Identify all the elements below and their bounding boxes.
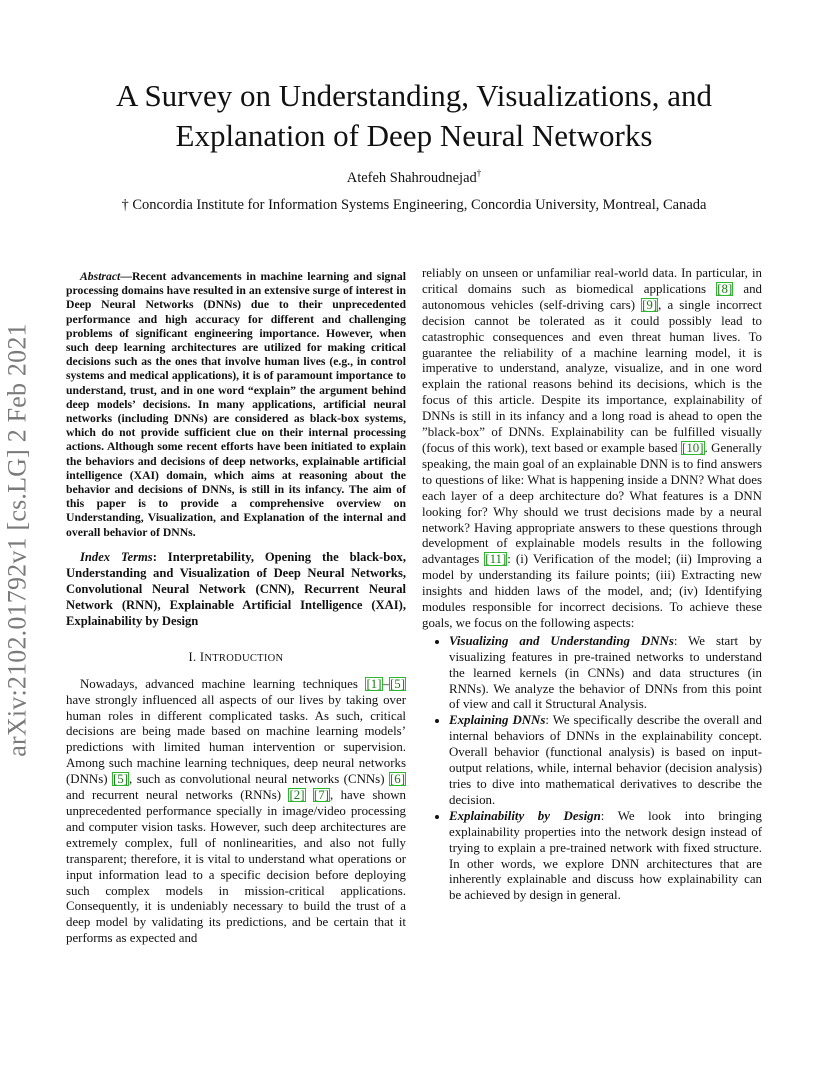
arxiv-stamp (0, 323, 41, 757)
citation-link[interactable]: [7] (313, 788, 329, 803)
right-text-4: . Generally speaking, the main goal of an explainable DNN is to find answers to questions of like: What is happening inside a DNN? What does each layer of a deep architecture do? What features is a DNN looking for? Why should we trust decisions made by a neural network? Having appropriate answers to these questions through development of explainable models results in the following advantages (422, 440, 763, 567)
citation-link[interactable]: [1] (366, 676, 382, 691)
intro-text-4: , such as convolutional neural networks (CNNs) (129, 772, 389, 787)
abstract-text: —Recent advancements in machine learning and signal processing domains have resulted in an extensive surge of interest in Deep Neural Networks (DNNs) due to their unprecedented performance and high accuracy for different and challenging problems of significant engineering importance. However, when such deep learning architectures are utilized for making critical decisions such as the ones that involve human lives (e.g., in control systems and medical applications), it is of paramount importance to understand, trust, and in one word “explain” the argument behind deep models’ decisions. In many applications, artificial neural networks (including DNNs) are considered as black-box systems, which do not provide sufficient clue on their internal processing actions. Although some recent efforts have been initiated to explain the behaviors and decisions of deep networks, explainable artificial intelligence (XAI) domain, which aims at reasoning about the behavior and decisions of DNNs, is still in its infancy. The aim of this paper is to provide a comprehensive overview on Understanding, Visualization, and Explanation of the internal and overall behavior of DNNs. (66, 270, 406, 539)
right-column (422, 266, 762, 904)
intro-text-5: and recurrent neural networks (RNNs) (66, 788, 289, 803)
list-item (449, 809, 762, 904)
citation-link[interactable]: [9] (642, 297, 658, 312)
author-mark: † (476, 168, 482, 178)
intro-text-3: have strongly influenced all aspects of our lives by taking over human roles in different complicated tasks. As such, critical decisions are being made based on machine learning models’ predictions with limited human intervention or supervision. Among such machine learning techniques, deep neural networks (DNNs) (66, 692, 406, 787)
abstract (66, 270, 406, 540)
affiliation: † Concordia Institute for Information Systems Engineering, Concordia University, Montreal, Canada (121, 197, 707, 213)
bullet-text: : We look into bringing explainability properties into the network design instead of trying to explain a pre-trained network with fixed structure. In other words, we explore DNN architectures that are inherently explainable and discuss how explainability can be achieved by design in general. (449, 808, 763, 903)
intro-text-2: – (382, 676, 389, 691)
paper-title (0, 76, 828, 156)
right-text-5: : (i) Verification of the model; (ii) Improving a model by understanding its failure points; (iii) Extracting new insights and hidden laws of the model, and; (iv) Identifying modules responsible for incorrect decisions. To achieve these goals, we focus on the following aspects: (422, 552, 762, 630)
citation-link[interactable]: [6] (389, 772, 405, 787)
title-line-1: A Survey on Understanding, Visualizations, and (116, 78, 712, 113)
arxiv-id: arXiv:2102.01792v1 [cs.LG] 2 Feb 2021 (3, 323, 32, 757)
right-text-2: and autonomous vehicles (self-driving cars) (422, 281, 762, 312)
intro-text-1: Nowadays, advanced machine learning techniques (80, 676, 366, 691)
citation-link[interactable]: [2] (289, 788, 305, 803)
list-item (449, 713, 762, 808)
intro-text-6 (306, 788, 313, 802)
citation-link[interactable]: [5] (112, 772, 129, 787)
right-text-1: reliably on unseen or unfamiliar real-world data. In particular, in critical domains such as biomedical applications (422, 266, 762, 296)
section-heading-introduction (66, 650, 406, 667)
bullet-text: : We specifically describe the overall and internal behaviors of DNNs in the explainability concept. Overall behavior (functional analysis) is based on input-output relations, while, internal behavior (decision analysis) tries to dive into mathematical derivatives to describe the decision. (449, 713, 762, 807)
bullet-heading: Explaining DNNs (449, 713, 546, 728)
bullet-heading: Visualizing and Understanding DNNs (449, 633, 674, 648)
intro-continuation (422, 266, 762, 632)
title-line-2: Explanation of Deep Neural Networks (175, 118, 653, 153)
intro-text-7: , have shown unprecedented performance specially in image/video processing and computer vision tasks. However, such deep architectures are extremely complex, full of nonlinearities, and also not fully transparent; therefore, it is vital to understand what operations or input information lead to a specific decision before deploying such complex models in mission-critical applications. Consequently, it is undeniably necessary to build the trust of a deep model by validating its predictions, and be certain that it performs as expected and (66, 788, 406, 946)
citation-link[interactable]: [5] (389, 676, 405, 691)
author (0, 168, 828, 187)
citation-link[interactable]: [10] (682, 440, 704, 455)
section-number: I. I (188, 649, 205, 664)
bullet-heading: Explainability by Design (449, 808, 601, 823)
aspects-list (422, 634, 762, 904)
list-item (449, 634, 762, 714)
citation-link[interactable]: [11] (485, 552, 507, 567)
index-terms (66, 549, 406, 629)
bullet-text: : We start by visualizing features in pre-trained networks to understand the learned kernels (in CNNs) and data structures (in RNNs). We analyze the behavior of DNNs from this point of view and call it Structural Analysis. (449, 633, 762, 712)
section-title-rest: NTRODUCTION (204, 652, 284, 664)
index-terms-label: Index Terms (80, 549, 153, 564)
right-text-3: , a single incorrect decision cannot be tolerated as it could possibly lead to catastrophic consequences and even threat human lives. To guarantee the reliability of a machine learning model, it is imperative to understand, analyze, visualize, and in one word explain the rational reasons behind its decisions, which is the focus of this article. Despite its importance, explainability of DNNs is still in its infancy and a long road is ahead to open the ”black-box” of DNNs. Explainability can be fulfilled visually (focus of this work), text based or example based (422, 297, 762, 455)
author-name: Atefeh Shahroudnejad (346, 169, 477, 186)
abstract-label: Abstract (80, 270, 121, 283)
left-column (66, 270, 406, 947)
intro-paragraph (66, 677, 406, 947)
index-terms-text: : Interpretability, Opening the black-box, Understanding and Visualization of Deep Neural Networks, Convolutional Neural Network (CNN), Recurrent Neural Network (RNN), Explainable Artificial Intelligence (XAI), Explainability by Design (66, 549, 406, 628)
citation-link[interactable]: [8] (717, 281, 733, 296)
